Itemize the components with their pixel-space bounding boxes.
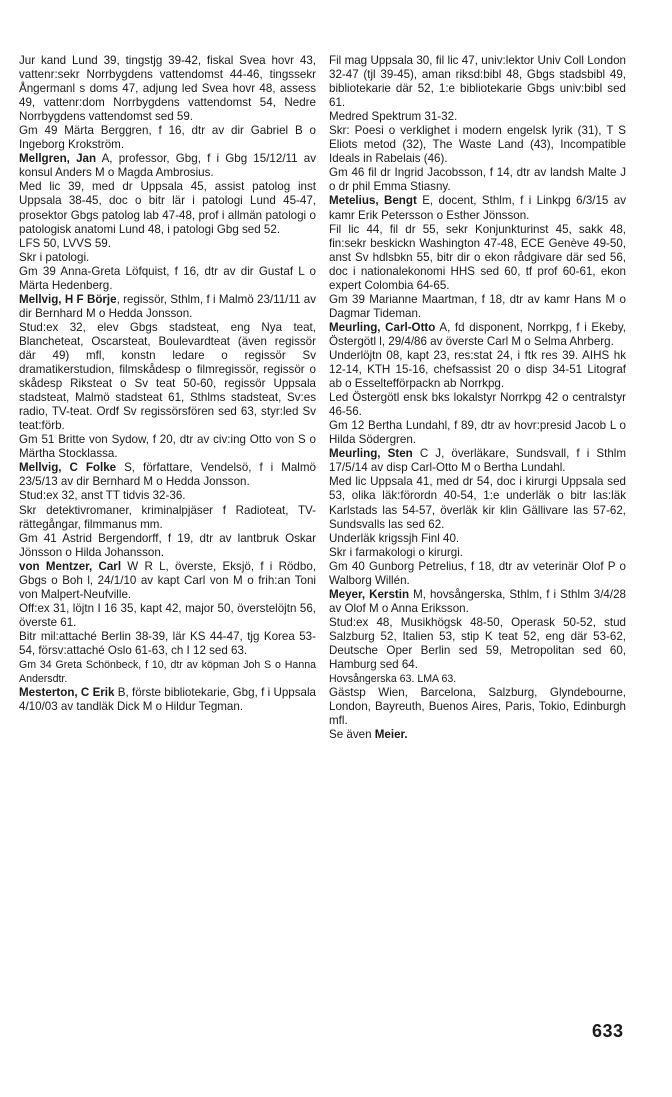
entry-text: Gm 12 Bertha Lundahl, f 89, dtr av hovr:presid Jacob L o Hilda Södergren. [329,419,626,447]
entry-paragraph [329,349,626,391]
entry-paragraph [329,54,626,110]
entry-paragraph [329,475,626,531]
entry-text: M, hovsångerska, Sthlm, f i Sthlm 3/4/28 av Olof M o Anna Eriksson. [329,587,626,615]
entry-text: Underläk krigssjh Finl 40. [329,531,460,545]
entry-paragraph [19,265,316,293]
entry-paragraph [19,180,316,236]
entry-text: Hovsångerska 63. LMA 63. [329,673,457,686]
entry-paragraph [19,321,316,433]
entry-paragraph [329,110,626,124]
biography-entry [19,293,316,321]
entry-text: Med lic 39, med dr Uppsala 45, assist patolog inst Uppsala 38-45, doc o bitr lär i patologi Lund 45-47, prosektor Gbgs patolog lab 47-48, prof i allmän patologi o patologisk anatomi Lund 48, i patologi Gbg sed 52. [19,180,316,236]
entry-text: Gm 40 Gunborg Petrelius, f 18, dtr av veterinär Olof P o Walborg Willén. [329,559,626,587]
entry-paragraph [329,293,626,321]
entry-paragraph [329,672,626,686]
biography-entry [329,588,626,616]
entry-paragraph [19,602,316,630]
entry-name: Metelius, Bengt [329,194,417,208]
cross-reference-prefix: Se även [329,728,375,742]
entry-text: Off:ex 31, löjtn I 16 35, kapt 42, major 50, överstelöjtn 56, överste 61. [19,601,316,629]
entry-name: Meyer, Kerstin [329,587,410,601]
entry-paragraph [329,560,626,588]
entry-text: S, författare, Vendelsö, f i Malmö 23/5/13 av dir Bernhard M o Hedda Jonsson. [19,461,316,489]
entry-text: Gästsp Wien, Barcelona, Salzburg, Glyndebourne, London, Bayreuth, Buenos Aires, Paris, Tokio, Edinburgh mfl. [329,686,626,728]
entry-text: A, professor, Gbg, f i Gbg 15/12/11 av konsul Anders M o Magda Ambrosius. [19,152,316,180]
entry-text: , regissör, Sthlm, f i Malmö 23/11/11 av dir Bernhard M o Hedda Jonsson. [19,292,316,320]
entry-text: W R L, överste, Eksjö, f i Rödbo, Gbgs o Boh l, 24/1/10 av kapt Carl von M o frih:an Toni von Malpert-Neufville. [19,559,316,601]
entry-text: C J, överläkare, Sundsvall, f i Sthlm 17/5/14 av disp Carl-Otto M o Bertha Lundahl. [329,447,627,475]
entry-paragraph [329,546,626,560]
biography-entry [329,194,626,222]
entry-name: Meier. [374,728,408,742]
entry-name: von Mentzer, Carl [19,559,122,573]
entry-paragraph [19,433,316,461]
entry-text: Gm 51 Britte von Sydow, f 20, dtr av civ:ing Otto von S o Märtha Stocklassa. [19,433,316,461]
entry-text: Stud:ex 32, elev Gbgs stadsteat, eng Nya teat, Blancheteat, Oscarsteat, Boulevardteat (även regissör där 49) mfl, konstn ledare o regissör Sv dramatikerstudion, filmskådesp o filmregissör, regissör o skådesp Riksteat o Sv teat 50-60, regissör Uppsala stadsteat, Malmö stadsteat 61, Sthlms stadsteat, Sv:es radio, TV-teat. Ordf Sv regissörsfören sed 63, styr:led Sv teat:förb. [19,320,316,433]
entry-text: Stud:ex 48, Musikhögsk 48-50, Operask 50-52, stud Salzburg 52, Italien 53, stip K teat 52, eng där 53-62, Deutsche Oper Berlin sed 59, Metropolitan sed 60, Hamburg sed 64. [329,615,626,672]
entry-text: Led Östergötl ensk bks lokalstyr Norrkpg 42 o centralstyr 46-56. [329,391,626,419]
entry-text: A, fd disponent, Norrkpg, f i Ekeby, Östergötl l, 29/4/86 av överste Carl M o Selma Ahrberg. [329,320,627,348]
entry-paragraph [19,237,316,251]
biography-entry [329,447,626,475]
entry-paragraph [329,166,626,194]
entry-text: Fil mag Uppsala 30, fil lic 47, univ:lektor Univ Coll London 32-47 (tjl 39-45), aman riksd:bibl 48, Gbgs stadsbibl 49, bibliotekarie där 52, 1:e bibliotekarie Gbgs univ:bibl sed 61. [329,54,626,110]
biography-entry [19,686,316,714]
entry-name: Meurling, Sten [329,447,413,461]
entry-paragraph [329,616,626,672]
entry-text: Underlöjtn 08, kapt 23, res:stat 24, i ftk res 39. AIHS hk 12-14, KTH 15-16, chefsassist 20 o disp 34-51 Litograf ab o Esseltefförpackn ab Norrkpg. [329,348,626,391]
entry-paragraph [329,124,626,166]
entry-text: Jur kand Lund 39, tingstjg 39-42, fiskal Svea hovr 43, vattenr:sekr Norrbygdens vattendomst 44-46, tingssekr Ångermanl s doms 47, adjung led Svea hovr 48, assess 49, vattenr:dom Norrbygdens vattendomst 54, Nedre Norrbygdens vattendomst sed 59. [19,54,316,124]
entry-text: LFS 50, LVVS 59. [19,236,111,250]
entry-text: Med lic Uppsala 41, med dr 54, doc i kirurgi Uppsala sed 53, olika läk:förordn 40-54, 1:e underläk o bitr las:läk Karlstads las 54-57, överläk kir klin Gällivare las 57-62, Sundsvalls las sed 62. [329,475,626,531]
page-number: 633 [592,1021,624,1041]
entry-text: Medred Spektrum 31-32. [329,110,458,124]
biography-entry [329,728,626,742]
entry-name: Mellvig, H F Börje [19,292,117,306]
entry-paragraph [19,251,316,265]
entry-text: E, docent, Sthlm, f i Linkpg 6/3/15 av kamr Erik Petersson o Esther Jönsson. [329,194,626,222]
entry-paragraph [19,532,316,560]
entry-name: Mellvig, C Folke [19,461,117,475]
entry-text: Gm 41 Astrid Bergendorff, f 19, dtr av lantbruk Oskar Jönsson o Hilda Johansson. [19,531,316,559]
entry-text: Bitr mil:attaché Berlin 38-39, lär KS 44-47, tjg Korea 53-54, försv:attaché Oslo 61-63, ch I 12 sed 63. [19,629,316,657]
entry-paragraph [329,419,626,447]
entry-text: Skr i farmakologi o kirurgi. [329,545,464,559]
entry-text: Gm 46 fil dr Ingrid Jacobsson, f 14, dtr av landsh Malte J o dr phil Emma Stiasny. [329,166,626,194]
entry-text: Gm 39 Marianne Maartman, f 18, dtr av kamr Hans M o Dagmar Tideman. [329,292,626,320]
entry-paragraph [329,532,626,546]
left-column [19,54,316,714]
biography-entry [19,461,316,489]
entry-text: Skr i patologi. [19,250,90,264]
entry-name: Mellgren, Jan [19,152,97,166]
entry-text: Gm 39 Anna-Greta Löfquist, f 16, dtr av dir Gustaf L o Märta Hedenberg. [19,264,316,292]
biography-entry [19,560,316,602]
entry-text: Stud:ex 32, anst TT tidvis 32-36. [19,489,186,503]
entry-paragraph [19,504,316,532]
right-column [329,54,626,742]
biography-entry [19,152,316,180]
entry-text: Gm 34 Greta Schönbeck, f 10, dtr av köpman Joh S o Hanna Andersdtr. [19,659,316,686]
entry-text: B, förste bibliotekarie, Gbg, f i Uppsala 4/10/03 av tandläk Dick M o Hildur Tegman. [19,686,316,714]
entry-text: Fil lic 44, fil dr 55, sekr Konjunkturinst 45, sakk 48, fin:sekr beskickn Washington 47-48, ECE Genève 49-50, anst Sv hdlsbkn 55, bitr dir o ekon rådgivare där sed 56, doc i nationalekonomi HHS sed 60, tf prof 60-61, ekon expert Colombia 64-65. [329,222,626,292]
entry-text: Skr detektivromaner, kriminalpjäser f Radioteat, TV-rättegångar, filmmanus mm. [19,503,316,531]
entry-name: Meurling, Carl-Otto [329,320,436,334]
biography-entry [329,321,626,349]
entry-paragraph [19,124,316,152]
entry-paragraph [19,54,316,124]
entry-paragraph [19,658,316,686]
entry-paragraph [329,223,626,293]
entry-paragraph [329,686,626,728]
entry-paragraph [329,391,626,419]
entry-text: Skr: Poesi o verklighet i modern engelsk lyrik (31), T S Eliots metod (32), The Waste Land (43), Incompatible Ideals in Rabelais (46). [329,124,626,166]
entry-name: Mesterton, C Erik [19,686,115,700]
entry-text: Gm 49 Märta Berggren, f 16, dtr av dir Gabriel B o Ingeborg Krokström. [19,124,316,152]
entry-paragraph [19,630,316,658]
entry-paragraph [19,489,316,503]
